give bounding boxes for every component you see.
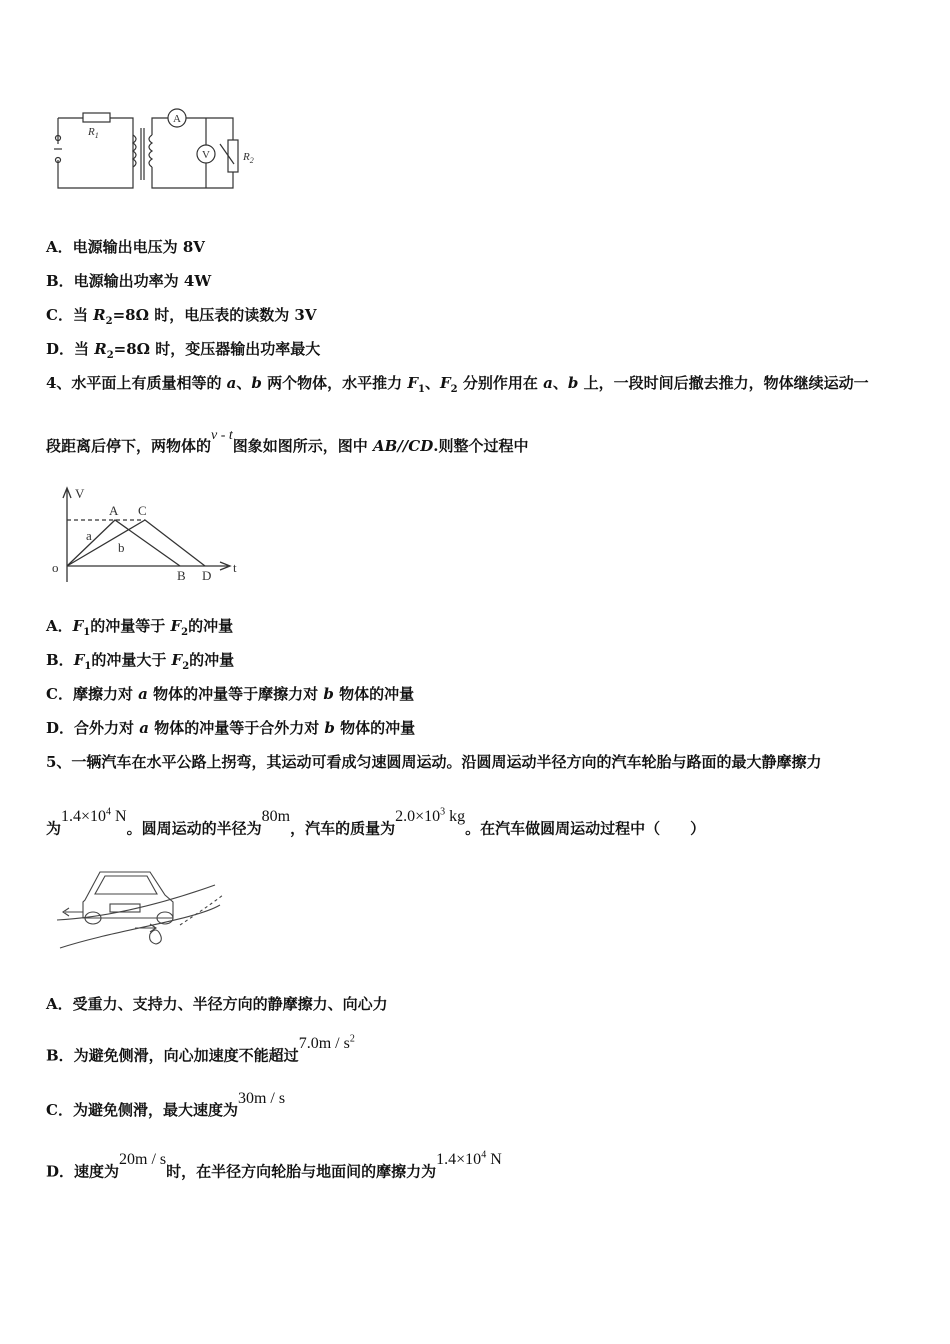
road-lane — [180, 895, 223, 925]
q4-stem-line1: 4、水平面上有质量相等的 a、b 两个物体，水平推力 $F_1$、$F_2$ 分别作用在 a、b 上，一段时间后撤去推力，物体继续运动一 — [46, 374, 869, 395]
q5-stem-line1: 5、一辆汽车在水平公路上拐弯，其运动可看成匀速圆周运动。沿圆周运动半径方向的汽车轮胎与路面的最大静摩擦力 — [46, 753, 822, 771]
q4-stem-line2: 段距离后停下，两物体的v - t图象如图所示，图中 AB//CD.则整个过程中 — [46, 428, 529, 455]
q3-option-b: B．电源输出功率为 4W — [46, 272, 212, 290]
r1-label: $R_1$ — [88, 126, 99, 140]
q3-option-d: D．当 $R_2=8\Omega$ 时，变压器输出功率最大 — [46, 340, 321, 361]
v-axis-label: V — [75, 486, 85, 501]
q3-option-c: C．当 $R_2=8\Omega$ 时，电压表的读数为 3V — [46, 306, 317, 327]
q4-option-c: C．摩擦力对 a 物体的冲量等于摩擦力对 b 物体的冲量 — [46, 685, 415, 703]
q4-option-b: B．$F_1$的冲量大于 $F_2$的冲量 — [46, 651, 235, 672]
point-a-label: A — [109, 503, 119, 518]
road-edge-inner — [57, 885, 215, 920]
t-axis-label: t — [233, 560, 237, 575]
line-b-label: b — [118, 540, 125, 555]
tire-mark — [150, 930, 162, 944]
resistor-r1 — [83, 113, 110, 122]
r2-label: $R_2$ — [243, 151, 254, 165]
point-b-label: B — [177, 568, 186, 583]
q5-option-d: D．速度为20m / s时，在半径方向轮胎与地面间的摩擦力为$1.4\times 10^4$ N — [46, 1150, 502, 1181]
q3-option-a: A．电源输出电压为 8V — [46, 238, 205, 256]
voltmeter-label: V — [202, 149, 210, 161]
car-window — [95, 876, 157, 894]
force-arrow-left — [63, 908, 83, 916]
circuit-diagram — [48, 100, 268, 195]
q5-option-b: B．为避免侧滑，向心加速度不能超过$7.0m / s^2$ — [46, 1034, 355, 1065]
q4-option-a: A．$F_1$的冲量等于 $F_2$的冲量 — [46, 617, 234, 638]
q5-option-c: C．为避免侧滑，最大速度为30m / s — [46, 1090, 286, 1119]
line-a-label: a — [86, 528, 92, 543]
resistor-r2 — [228, 140, 238, 172]
point-d-label: D — [202, 568, 212, 583]
car-body — [83, 872, 173, 918]
vt-graph — [50, 482, 255, 587]
point-c-label: C — [138, 503, 147, 518]
q5-stem-line2: 为$1.4\times 10^4$ N。圆周运动的半径为80m，汽车的质量为$2.0\times 10^3$ kg。在汽车做圆周运动过程中（ ） — [46, 807, 706, 838]
origin-label: o — [52, 560, 59, 575]
q5-option-a: A．受重力、支持力、半径方向的静摩擦力、向心力 — [46, 995, 388, 1013]
q4-option-d: D．合外力对 a 物体的冲量等于合外力对 b 物体的冲量 — [46, 719, 416, 737]
line-b — [67, 520, 205, 566]
car-turning-illustration — [55, 860, 225, 952]
ammeter-label: A — [173, 113, 181, 125]
